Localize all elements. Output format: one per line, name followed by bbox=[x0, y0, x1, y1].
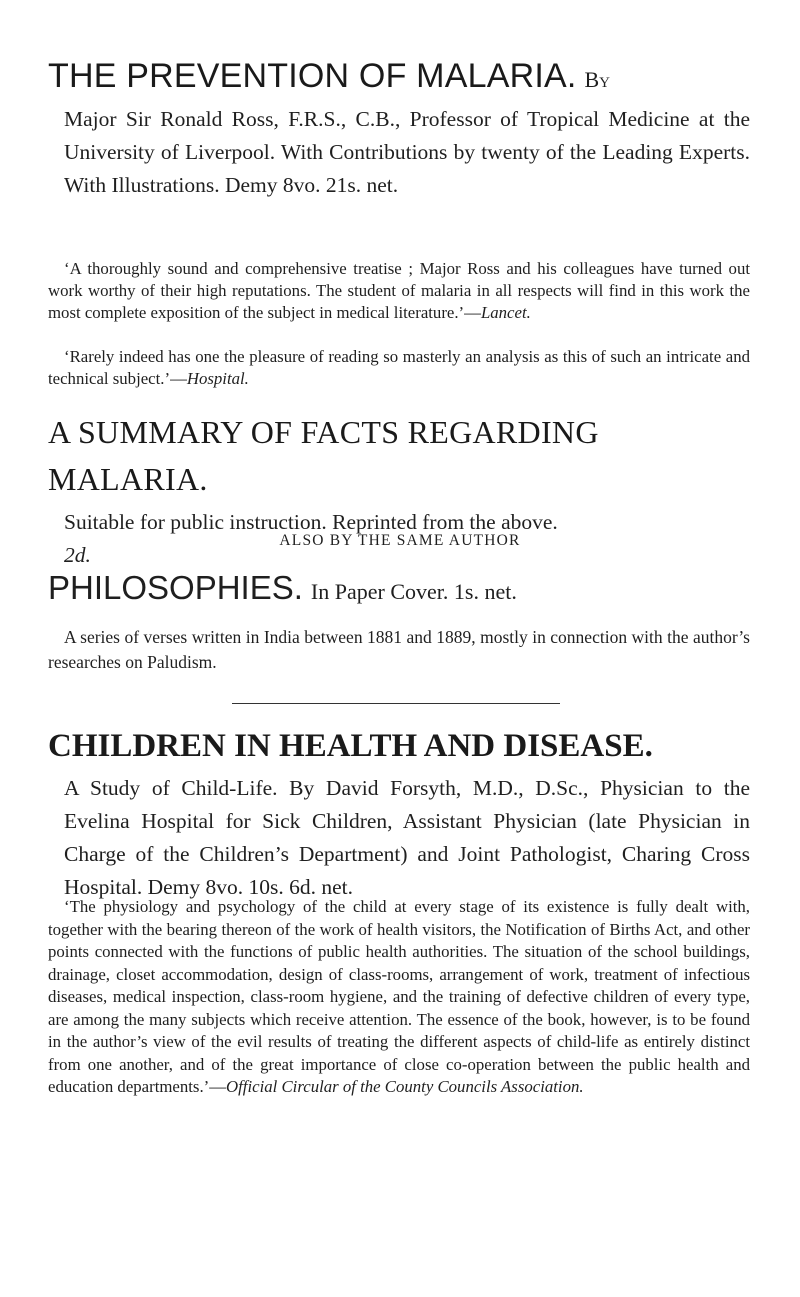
malaria-author-line: Major Sir Ronald Ross, F.R.S., C.B., Professor of Tropical Medicine at the University of Liverpool. With Contributions by twenty of the Leading Experts. With Illustrations. Demy 8vo. 21s. net. bbox=[64, 107, 750, 197]
philosophies-title: PHILOSOPHIES. bbox=[48, 569, 303, 606]
quote-source: Hospital. bbox=[186, 369, 249, 388]
summary-price: 2d. bbox=[64, 543, 91, 567]
philosophies-description bbox=[48, 625, 750, 675]
quote-text: ‘Rarely indeed has one the pleasure of reading so masterly an analysis as this of such an intricate and technical subject.’— bbox=[48, 347, 750, 388]
philosophies-entry bbox=[48, 568, 750, 675]
quote-source: Official Circular of the County Councils Association. bbox=[226, 1077, 584, 1096]
description-text: A series of verses written in India between 1881 and 1889, mostly in connection with the author’s researches on Paludism. bbox=[48, 627, 750, 672]
also-by-label: ALSO BY THE SAME AUTHOR bbox=[279, 532, 521, 549]
philosophies-price: In Paper Cover. 1s. net. bbox=[310, 579, 517, 604]
children-quote bbox=[48, 896, 750, 1099]
malaria-title: THE PREVENTION OF MALARIA. bbox=[48, 57, 577, 95]
malaria-quote-lancet bbox=[48, 258, 750, 324]
children-title: CHILDREN IN HEALTH AND DISEASE. bbox=[48, 728, 653, 764]
quote-text: ‘A thoroughly sound and comprehensive treatise ; Major Ross and his colleagues have turned out work worthy of their high reputations. The student of malaria in all respects will find in this work the most complete exposition of the subject in medical literature.’— bbox=[48, 259, 750, 322]
summary-title: A SUMMARY OF FACTS REGARDING MALARIA. bbox=[48, 414, 599, 497]
children-text: A Study of Child-Life. By David Forsyth, M.D., D.Sc., Physician to the Evelina Hospital for Sick Children, Assistant Physician (late Physician in Charge of the Children’s Department) and Joint Pathologist, Charing Cross Hospital. Demy 8vo. 10s. 6d. net. bbox=[64, 776, 750, 899]
section-divider bbox=[232, 703, 560, 704]
malaria-heading bbox=[48, 56, 750, 103]
malaria-entry bbox=[48, 56, 750, 202]
children-entry bbox=[48, 726, 750, 904]
quote-text: ‘The physiology and psychology of the child at every stage of its existence is fully dealt with, together with the bearing thereon of the work of health visitors, the Notification of Births Act, and other points connected with the functions of public health authorities. The situation of the school buildings, drainage, closet accommodation, design of class-rooms, arrangement of work, treatment of infectious diseases, medical inspection, class-room hygiene, and the training of defective children of every type, are among the many subjects which receive attention. The essence of the book, however, is to be found in the author’s view of the evil results of treating the different aspects of child-life as entirely distinct from one another, and of the great importance of close co-operation between the public health and education departments.’— bbox=[48, 897, 750, 1096]
summary-text: Suitable for public instruction. Reprinted from the above. bbox=[64, 510, 558, 534]
malaria-quote-hospital bbox=[48, 346, 750, 390]
malaria-by: By bbox=[584, 67, 611, 92]
quote-source: Lancet. bbox=[480, 303, 531, 322]
